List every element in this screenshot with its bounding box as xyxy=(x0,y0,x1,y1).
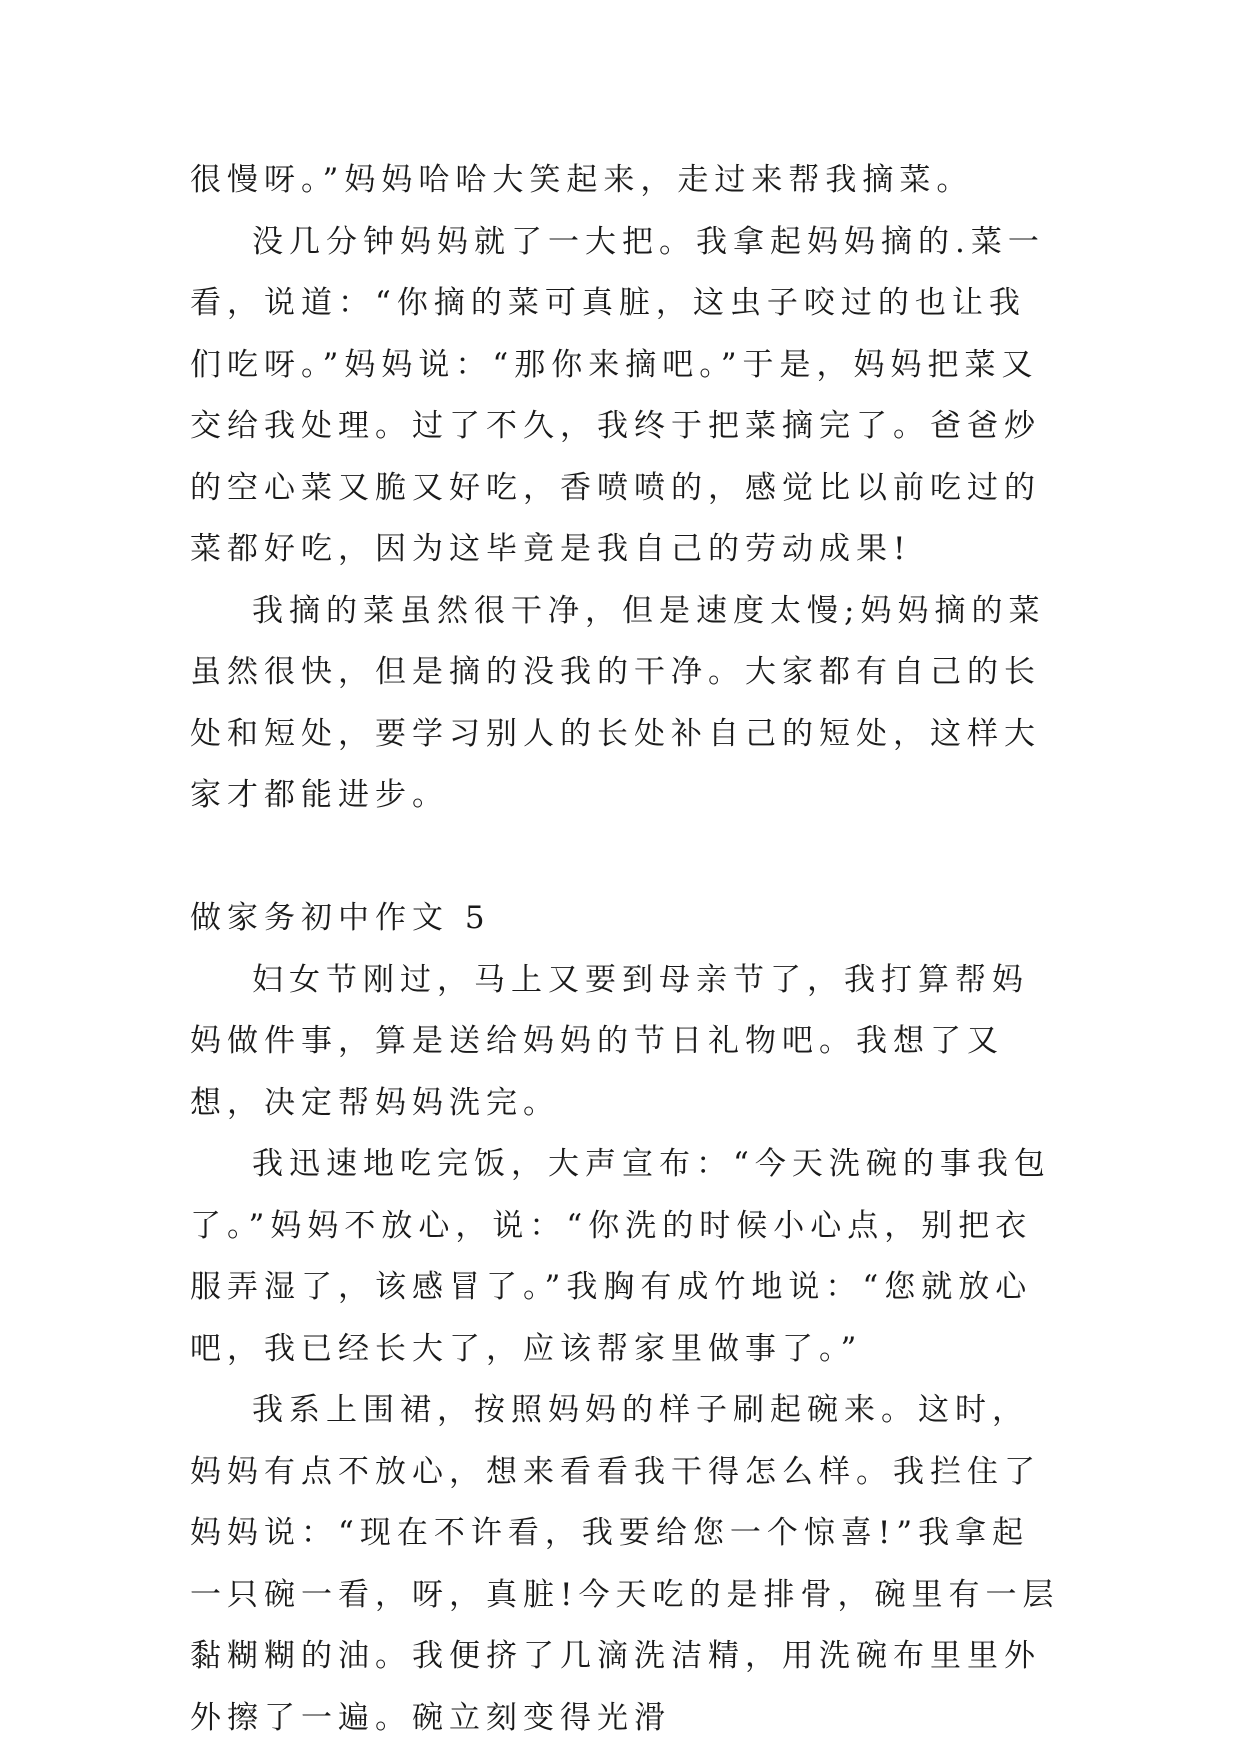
paragraph: 我摘的菜虽然很干净，但是速度太慢;妈妈摘的菜虽然很快，但是摘的没我的干净。大家都有自己的长处和短处，要学习别人的长处补自己的短处，这样大家才都能进步。 xyxy=(190,592,1046,813)
section-spacer xyxy=(190,827,1060,889)
section-title: 做家务初中作文 5 xyxy=(190,900,491,936)
paragraph: 妇女节刚过，马上又要到母亲节了，我打算帮妈妈做件事，算是送给妈妈的节日礼物吧。我想了又想，决定帮妈妈洗完。 xyxy=(190,961,1029,1121)
document-body xyxy=(190,150,1060,1749)
paragraph: 我迅速地吃完饭，大声宣布：“今天洗碗的事我包了。”妈妈不放心，说：“你洗的时候小心点，别把衣服弄湿了，该感冒了。”我胸有成竹地说：“您就放心吧，我已经长大了，应该帮家里做事了。” xyxy=(190,1146,1051,1367)
paragraph: 我系上围裙，按照妈妈的样子刷起碗来。这时，妈妈有点不放心，想来看看我干得怎么样。我拦住了妈妈说：“现在不许看，我要给您一个惊喜!”我拿起一只碗一看，呀，真脏!今天吃的是排骨，碗里有一层黏糊糊的油。我便挤了几滴洗洁精，用洗碗布里里外外擦了一遍。碗立刻变得光滑 xyxy=(190,1392,1060,1736)
paragraph: 没几分钟妈妈就了一大把。我拿起妈妈摘的.菜一看，说道：“你摘的菜可真脏，这虫子咬过的也让我们吃呀。”妈妈说：“那你来摘吧。”于是，妈妈把菜又交给我处理。过了不久，我终于把菜摘完了。爸爸炒的空心菜又脆又好吃，香喷喷的，感觉比以前吃过的菜都好吃，因为这毕竟是我自己的劳动成果! xyxy=(190,223,1045,567)
paragraph-continuation: 很慢呀。”妈妈哈哈大笑起来，走过来帮我摘菜。 xyxy=(190,162,974,198)
